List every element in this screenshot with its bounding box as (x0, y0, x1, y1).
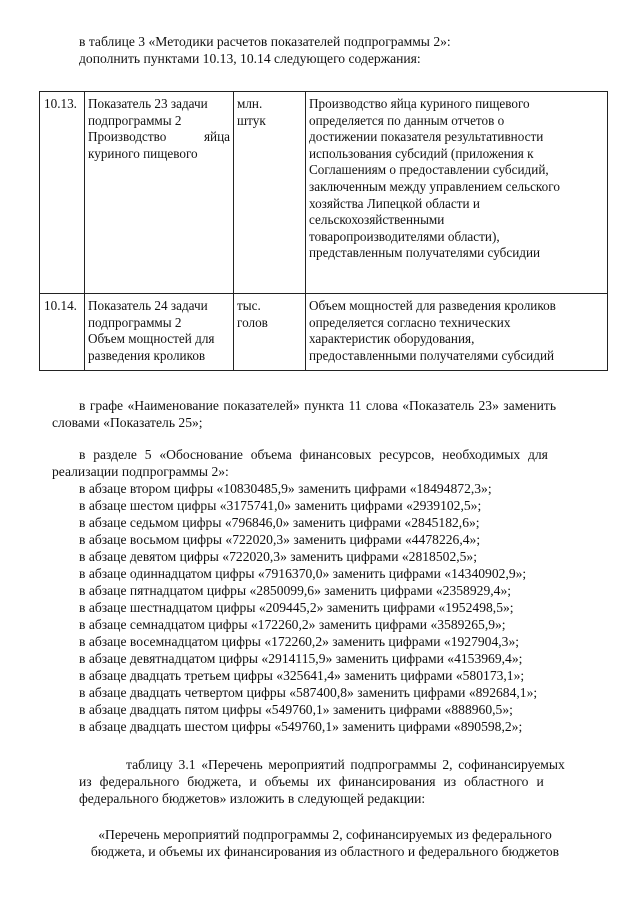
table-row (40, 294, 608, 371)
list-item: в абзаце седьмом цифры «796846,0» заменить цифрами «2845182,6»; (79, 515, 480, 530)
row-number: 10.13. (40, 92, 85, 294)
row-number: 10.14. (40, 294, 85, 371)
unit-line: тыс. (237, 298, 261, 313)
desc-line: характеристик оборудования, (309, 331, 475, 347)
methodology-table (39, 91, 608, 371)
desc-line: определяется согласно технических (309, 314, 511, 330)
list-item: в абзаце семнадцатом цифры «172260,2» заменить цифрами «3589265,9»; (79, 617, 506, 632)
name-word: Производство (88, 129, 167, 145)
indicator-name (85, 92, 234, 294)
intro-line-1: в таблице 3 «Методики расчетов показателей подпрограммы 2»: (79, 34, 451, 49)
table-row (40, 92, 608, 294)
description-cell (306, 92, 608, 294)
para-grafa-line-2: словами «Показатель 25»; (52, 415, 203, 430)
desc-line: хозяйства Липецкой области и (309, 195, 480, 211)
para-table31-line-2: из федерального бюджета, и объемы их финансирования из областного и (79, 774, 544, 789)
desc-line: использования субсидий (приложения к (309, 145, 534, 161)
list-item: в абзаце девятнадцатом цифры «2914115,9» заменить цифрами «4153969,4»; (79, 651, 523, 666)
name-line: подпрограммы 2 (88, 314, 182, 330)
list-item: в абзаце двадцать шестом цифры «549760,1» заменить цифрами «890598,2»; (79, 719, 523, 734)
list-item: в абзаце девятом цифры «722020,3» заменить цифрами «2818502,5»; (79, 549, 478, 564)
name-line (88, 129, 230, 146)
table-heading-line-2: бюджета, и объемы их финансирования из областного и федерального бюджетов (90, 844, 560, 859)
desc-line: сельскохозяйственными (309, 212, 445, 228)
list-item: в абзаце восьмом цифры «722020,3» заменить цифрами «4478226,4»; (79, 532, 481, 547)
desc-line: представленным получателями субсидии (309, 245, 541, 261)
name-line: подпрограммы 2 (88, 112, 182, 128)
indicator-name (85, 294, 234, 371)
para-razdel-line-1: в разделе 5 «Обоснование объема финансовых ресурсов, необходимых для (79, 447, 548, 462)
intro-line-2: дополнить пунктами 10.13, 10.14 следующего содержания: (79, 51, 421, 66)
unit-line: штук (237, 112, 266, 128)
list-item: в абзаце двадцать четвертом цифры «587400,8» заменить цифрами «892684,1»; (79, 685, 538, 700)
desc-line: Объем мощностей для разведения кроликов (309, 298, 556, 313)
unit-cell (234, 92, 306, 294)
desc-line: предоставленными получателями субсидий (309, 347, 555, 363)
unit-line: голов (237, 314, 268, 330)
desc-line: определяется по данным отчетов о (309, 112, 505, 128)
description-cell (306, 294, 608, 371)
list-item: в абзаце втором цифры «10830485,9» заменить цифрами «18494872,3»; (79, 481, 492, 496)
table-heading-line-1: «Перечень мероприятий подпрограммы 2, софинансируемых из федерального (98, 827, 552, 842)
list-item: в абзаце шестнадцатом цифры «209445,2» заменить цифрами «1952498,5»; (79, 600, 514, 615)
name-line: Показатель 23 задачи (88, 96, 208, 111)
list-item: в абзаце шестом цифры «3175741,0» заменить цифрами «2939102,5»; (79, 498, 482, 513)
unit-cell (234, 294, 306, 371)
list-item: в абзаце двадцать пятом цифры «549760,1» заменить цифрами «888960,5»; (79, 702, 513, 717)
list-item: в абзаце пятнадцатом цифры «2850099,6» заменить цифрами «2358929,4»; (79, 583, 512, 598)
name-line: разведения кроликов (88, 347, 206, 363)
para-razdel-line-2: реализации подпрограммы 2»: (52, 464, 229, 479)
desc-line: заключенным между управлением сельского (309, 178, 560, 194)
desc-line: Соглашениям о предоставлении субсидий, (309, 162, 549, 178)
desc-line: достижении показателя результативности (309, 129, 544, 145)
name-line: Объем мощностей для (88, 331, 215, 347)
unit-line: млн. (237, 96, 263, 111)
name-line: куриного пищевого (88, 145, 198, 161)
para-grafa-line-1: в графе «Наименование показателей» пункта 11 слова «Показатель 23» заменить (79, 398, 557, 413)
desc-line: Производство яйца куриного пищевого (309, 96, 530, 111)
name-line: Показатель 24 задачи (88, 298, 208, 313)
para-table31-line-3: федерального бюджетов» изложить в следующей редакции: (79, 791, 426, 806)
name-word: яйца (203, 129, 230, 145)
list-item: в абзаце восемнадцатом цифры «172260,2» заменить цифрами «1927904,3»; (79, 634, 520, 649)
desc-line: товаропроизводителями области), (309, 228, 500, 244)
list-item: в абзаце двадцать третьем цифры «325641,4» заменить цифрами «580173,1»; (79, 668, 525, 683)
list-item: в абзаце одиннадцатом цифры «7916370,0» заменить цифрами «14340902,9»; (79, 566, 527, 581)
para-table31-line-1: таблицу 3.1 «Перечень мероприятий подпрограммы 2, софинансируемых (126, 757, 565, 772)
